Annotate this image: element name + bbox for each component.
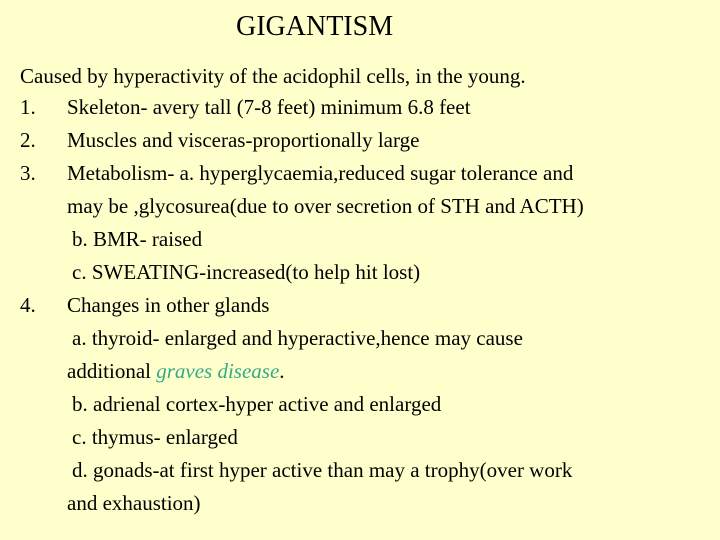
list-subline: c. SWEATING-increased(to help hit lost) xyxy=(72,260,421,284)
list-number: 4. xyxy=(20,293,36,317)
list-line: Muscles and visceras-proportionally large xyxy=(67,128,420,152)
period-text: . xyxy=(279,359,285,383)
list-line: and exhaustion) xyxy=(67,491,201,515)
intro-text: Caused by hyperactivity of the acidophil cells, in the young. xyxy=(20,64,526,88)
list-number: 3. xyxy=(20,161,36,185)
list-item-metabolism xyxy=(20,157,710,289)
list-subline: b. adrienal cortex-hyper active and enlarged xyxy=(72,392,442,416)
list-subline: d. gonads-at first hyper active than may a trophy(over work xyxy=(72,458,573,482)
list-number: 2. xyxy=(20,128,36,152)
list-line-additional xyxy=(67,355,710,388)
list-item-skeleton xyxy=(20,91,710,124)
graves-disease-highlight: graves disease xyxy=(156,359,280,383)
list-item-body xyxy=(67,91,710,124)
list-item-body xyxy=(67,124,710,157)
list-number: 1. xyxy=(20,95,36,119)
list-item-body xyxy=(67,157,710,289)
list-line: Metabolism- a. hyperglycaemia,reduced sugar tolerance and xyxy=(67,161,574,185)
gigantism-effects-list xyxy=(20,91,710,520)
list-item-body xyxy=(67,289,710,520)
list-subline: a. thyroid- enlarged and hyperactive,hence may cause xyxy=(72,326,523,350)
list-line: Changes in other glands xyxy=(67,293,270,317)
list-line: may be ,glycosurea(due to over secretion of STH and ACTH) xyxy=(67,194,584,218)
list-subline: c. thymus- enlarged xyxy=(72,425,238,449)
list-item-other-glands xyxy=(20,289,710,520)
list-subline: b. BMR- raised xyxy=(72,227,203,251)
list-line: Skeleton- avery tall (7-8 feet) minimum 6.8 feet xyxy=(67,95,471,119)
slide-title: GIGANTISM xyxy=(236,11,394,42)
additional-text: additional xyxy=(67,359,157,383)
list-item-muscles xyxy=(20,124,710,157)
